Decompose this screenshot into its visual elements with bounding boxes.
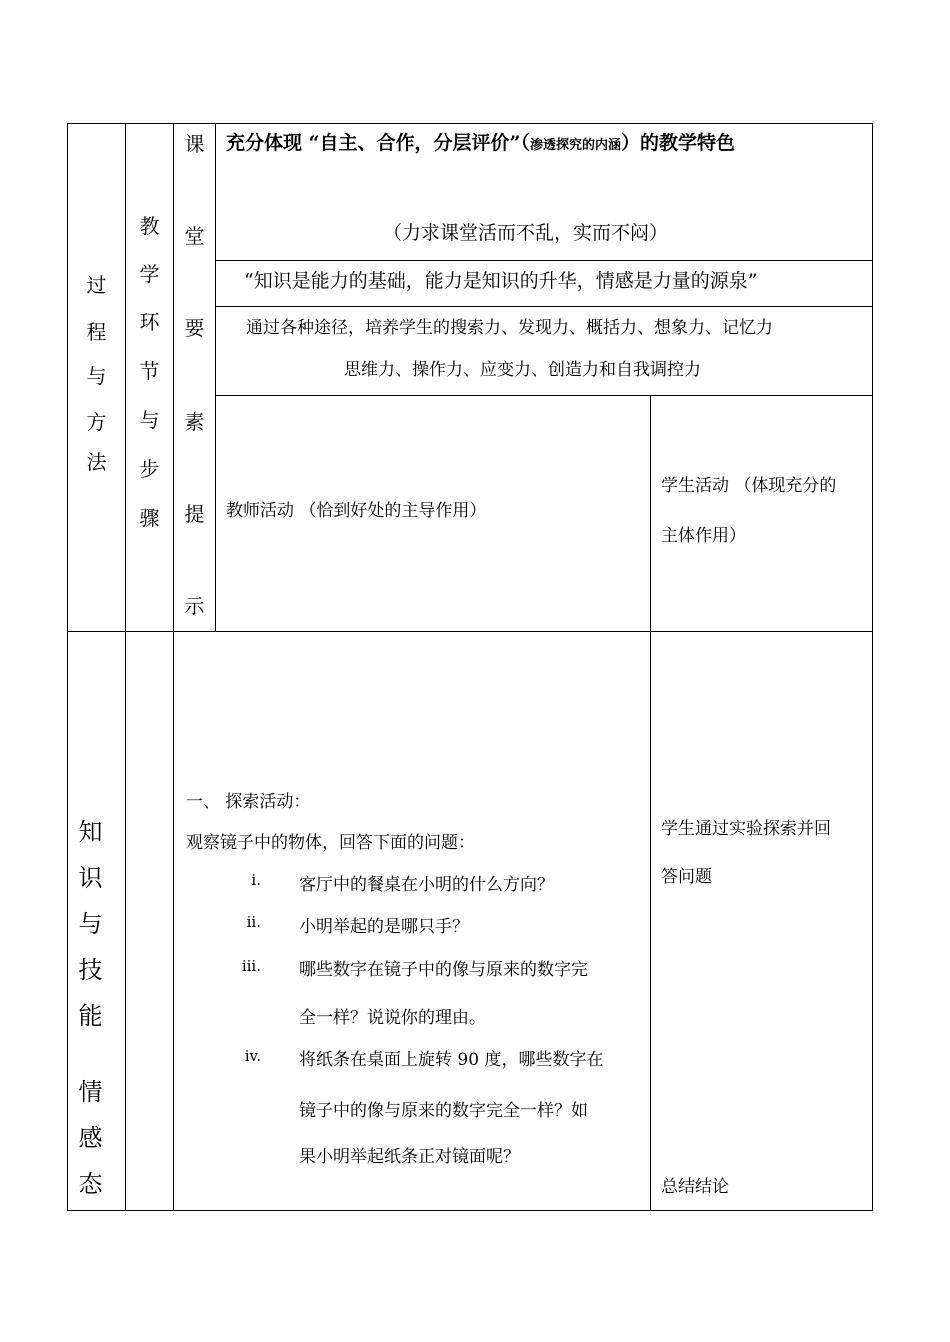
process-method-cell [68,124,125,631]
question-text: 客厅中的餐桌在小明的什么方向？ [299,875,554,895]
knowledge-char: 感 [78,1124,103,1152]
question-text: 将纸条在桌面上旋转 90 度，哪些数字在 [299,1050,604,1070]
question-number: i. [251,871,261,889]
question-text: 全一样？说说你的理由。 [299,1008,486,1028]
header-tail: 的教学特色 [640,132,736,154]
knowledge-char: 与 [78,910,103,938]
abilities-line-1: 通过各种途径，培养学生的搜索力、发现力、概括力、想象力、记忆力 [246,318,773,338]
header-close: ） [621,132,641,154]
col-divider-4 [650,395,651,1211]
header-main: 充分体现 “自主、合作，分层评价” [226,132,521,154]
knowledge-skills-cell [68,632,125,1210]
table-right-border [872,123,873,1211]
header-title [226,128,735,155]
teaching-steps-cell [126,124,173,631]
student-response-line-2: 答问题 [661,867,712,887]
elements-char: 提 [184,502,205,526]
steps-char: 教 [139,214,160,238]
elements-char: 要 [184,316,205,340]
process-char: 与 [86,364,107,388]
process-char: 过 [86,273,107,297]
teacher-activity-label: 教师活动 （恰到好处的主导作用） [226,501,487,521]
question-text: 镜子中的像与原来的数字完全一样？如 [299,1101,588,1121]
knowledge-char: 技 [78,956,103,984]
row-divider [67,631,873,632]
knowledge-char: 态 [78,1170,103,1198]
process-char: 程 [86,320,107,344]
question-text: 果小明举起纸条正对镜面呢？ [299,1147,520,1167]
abilities-line-2: 思维力、操作力、应变力、创造力和自我调控力 [344,360,701,380]
question-number: ii. [246,913,261,931]
process-char: 方 [86,410,107,434]
sub-header: （力求课堂活而不乱，实而不闷） [383,222,669,244]
knowledge-char: 识 [78,864,103,892]
header-small: 渗透探究的内涵 [530,138,622,153]
table-bottom-border [67,1210,873,1211]
knowledge-char: 情 [78,1078,103,1106]
steps-char: 与 [139,408,160,432]
steps-char: 步 [139,457,160,481]
elements-char: 素 [184,410,205,434]
question-number: iv. [244,1047,261,1065]
question-text: 小明举起的是哪只手？ [299,917,469,937]
elements-char: 课 [184,132,205,156]
question-number: iii. [241,957,261,975]
steps-char: 学 [139,262,160,286]
steps-char: 环 [139,310,160,334]
intro-text: 观察镜子中的物体，回答下面的问题： [186,833,475,853]
knowledge-char: 知 [78,818,103,846]
process-char: 法 [86,450,107,474]
steps-char: 骤 [139,506,160,530]
steps-char: 节 [139,359,160,383]
header-open: （ [520,132,530,154]
knowledge-char: 能 [78,1002,103,1030]
student-response-line-1: 学生通过实验探索并回 [661,819,831,839]
summary-label: 总结结论 [661,1177,729,1197]
student-activity-line-2: 主体作用） [661,526,746,546]
elements-char: 示 [184,594,205,618]
header-divider-1 [215,260,873,261]
elements-char: 堂 [184,224,205,248]
student-activity-line-1: 学生活动 （体现充分的 [661,476,837,496]
quote: “知识是能力的基础，能力是知识的升华，情感是力量的源泉” [244,270,758,292]
col-divider-3 [215,123,216,632]
class-elements-cell [174,124,215,631]
header-divider-2 [215,306,873,307]
question-text: 哪些数字在镜子中的像与原来的数字完 [299,960,588,980]
header-divider-3 [215,395,873,396]
section-title: 一、 探索活动： [186,792,311,812]
